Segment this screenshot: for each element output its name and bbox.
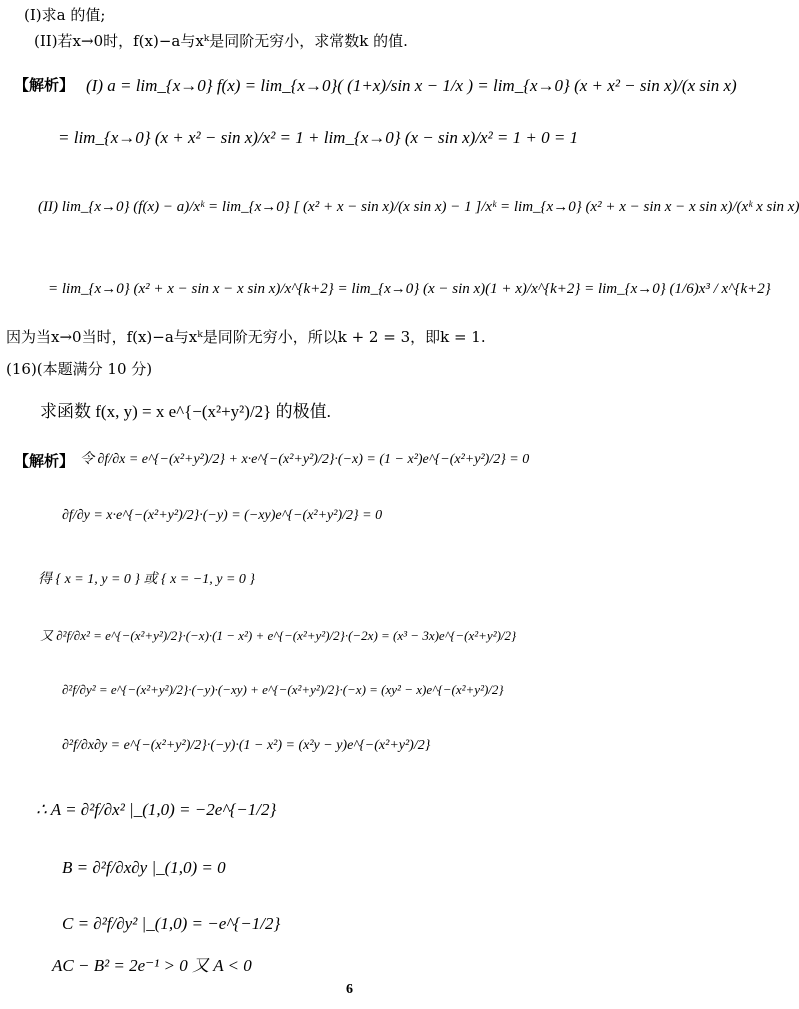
question-part-2: (II)若x→0时，f(x)−a与xᵏ是同阶无穷小，求常数k 的值. — [34, 32, 408, 50]
problem-16-header: (16)(本题满分 10 分) — [6, 360, 153, 378]
solution1-line-1: (I) a = lim_{x→0} f(x) = lim_{x→0}( (1+x)/sin x − 1/x ) = lim_{x→0} (x + x² − sin x)/(x sin x) — [86, 76, 737, 95]
problem-16-statement: 求函数 f(x, y) = x e^{−(x²+y²)/2} 的极值. — [40, 402, 331, 421]
solution1-line-5: 因为当x→0当时，f(x)−a与xᵏ是同阶无穷小，所以k + 2 = 3，即k = 1. — [6, 328, 486, 346]
solution1-line-4: = lim_{x→0} (x² + x − sin x − x sin x)/x^{k+2} = lim_{x→0} (x − sin x)(1 + x)/x^{k+2} = lim_{x→0} (1/6)x³ / x^{k+2} — [48, 281, 771, 297]
solution2-line-2: ∂f/∂y = x·e^{−(x²+y²)/2}·(−y) = (−xy)e^{−(x²+y²)/2} = 0 — [62, 508, 383, 523]
solution2-line-10: AC − B² = 2e⁻¹ > 0 又 A < 0 — [52, 956, 252, 975]
solution2-line-6: ∂²f/∂x∂y = e^{−(x²+y²)/2}·(−y)·(1 − x²) = (x²y − y)e^{−(x²+y²)/2} — [62, 738, 431, 753]
solution2-line-5: ∂²f/∂y² = e^{−(x²+y²)/2}·(−y)·(−xy) + e^{−(x²+y²)/2}·(−x) = (xy² − x)e^{−(x²+y²)/2} — [62, 682, 504, 697]
solution2-line-3: 得 { x = 1, y = 0 } 或 { x = −1, y = 0 } — [38, 572, 255, 587]
solution2-line-8: B = ∂²f/∂x∂y |_(1,0) = 0 — [62, 858, 226, 877]
solution-label: 【解析】 — [14, 76, 75, 94]
solution2-line-7: ∴ A = ∂²f/∂x² |_(1,0) = −2e^{−1/2} — [36, 800, 277, 819]
page-number: 6 — [346, 982, 353, 997]
solution2-line-4: 又 ∂²f/∂x² = e^{−(x²+y²)/2}·(−x)·(1 − x²) + e^{−(x²+y²)/2}·(−2x) = (x³ − 3x)e^{−(x²+y²)/2} — [40, 628, 517, 643]
solution1-line-2: = lim_{x→0} (x + x² − sin x)/x² = 1 + lim_{x→0} (x − sin x)/x² = 1 + 0 = 1 — [58, 128, 579, 147]
solution2-label: 【解析】 — [14, 452, 75, 470]
solution1-line-3: (II) lim_{x→0} (f(x) − a)/xᵏ = lim_{x→0} [ (x² + x − sin x)/(x sin x) − 1 ]/xᵏ = lim_{x→0} (x² + x − sin x − x sin x)/(xᵏ x sin x) — [38, 199, 799, 215]
question-part-1: (I)求a 的值; — [24, 6, 106, 24]
solution2-line-1: 令 ∂f/∂x = e^{−(x²+y²)/2} + x·e^{−(x²+y²)/2}·(−x) = (1 − x²)e^{−(x²+y²)/2} = 0 — [80, 452, 530, 467]
solution2-line-9: C = ∂²f/∂y² |_(1,0) = −e^{−1/2} — [62, 914, 281, 933]
